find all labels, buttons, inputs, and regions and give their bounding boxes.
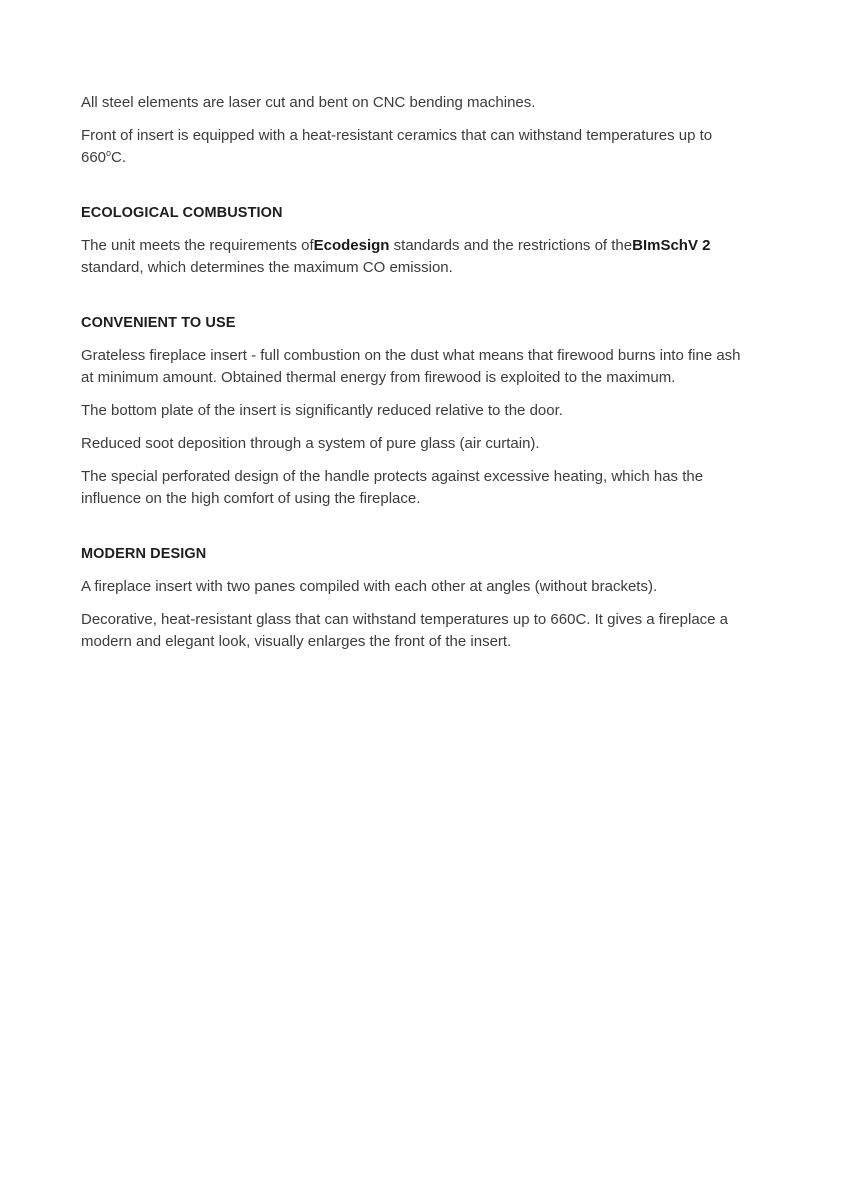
ecological-bimschv: BImSchV 2 — [632, 237, 711, 254]
glass-line-2: modern and elegant look, visually enlarges the front of the insert. — [81, 633, 512, 650]
ceramics-temp-value: 660 — [81, 149, 107, 166]
ceramics-temp-unit: C. — [111, 149, 127, 166]
ceramics-degree-sup: o — [106, 148, 112, 158]
convenient-paragraph-grateless — [81, 345, 761, 389]
heading-modern-design: MODERN DESIGN — [81, 546, 207, 562]
handle-line-1: The special perforated design of the handle protects against excessive heating, which has the — [81, 468, 704, 485]
convenient-paragraph-handle — [81, 466, 761, 510]
modern-paragraph-glass — [81, 609, 761, 653]
grateless-line-2: at minimum amount. Obtained thermal energy from firewood is exploited to the maximum. — [81, 369, 676, 386]
ecological-text-a: The unit meets the requirements of — [81, 237, 314, 254]
heading-ecological-combustion: ECOLOGICAL COMBUSTION — [81, 205, 283, 221]
ecological-ecodesign: Ecodesign — [313, 237, 390, 254]
convenient-paragraph-bottom-plate: The bottom plate of the insert is significantly reduced relative to the door. — [81, 402, 563, 419]
glass-line-1a: Decorative, heat-resistant glass that can withstand temperatures up to 660 — [81, 611, 576, 628]
modern-paragraph-panes: A fireplace insert with two panes compiled with each other at angles (without brackets). — [81, 578, 658, 595]
ecological-paragraph — [81, 235, 761, 279]
ecological-text-e: standard, which determines the maximum CO emission. — [81, 259, 453, 276]
glass-line-1b: C. It gives a fireplace a — [575, 611, 729, 628]
ecological-text-c: standards and the restrictions of the — [389, 237, 633, 254]
handle-line-2: influence on the high comfort of using the fireplace. — [81, 490, 421, 507]
ceramics-line-1: Front of insert is equipped with a heat-resistant ceramics that can withstand temperatures up to — [81, 127, 713, 144]
document-page — [81, 92, 761, 653]
convenient-paragraph-soot: Reduced soot deposition through a system of pure glass (air curtain). — [81, 435, 540, 452]
grateless-line-1: Grateless fireplace insert - full combustion on the dust what means that firewood burns into fine ash — [81, 347, 741, 364]
intro-paragraph-ceramics — [81, 125, 761, 169]
heading-convenient-to-use: CONVENIENT TO USE — [81, 315, 236, 331]
intro-paragraph-steel: All steel elements are laser cut and bent on CNC bending machines. — [81, 94, 536, 111]
